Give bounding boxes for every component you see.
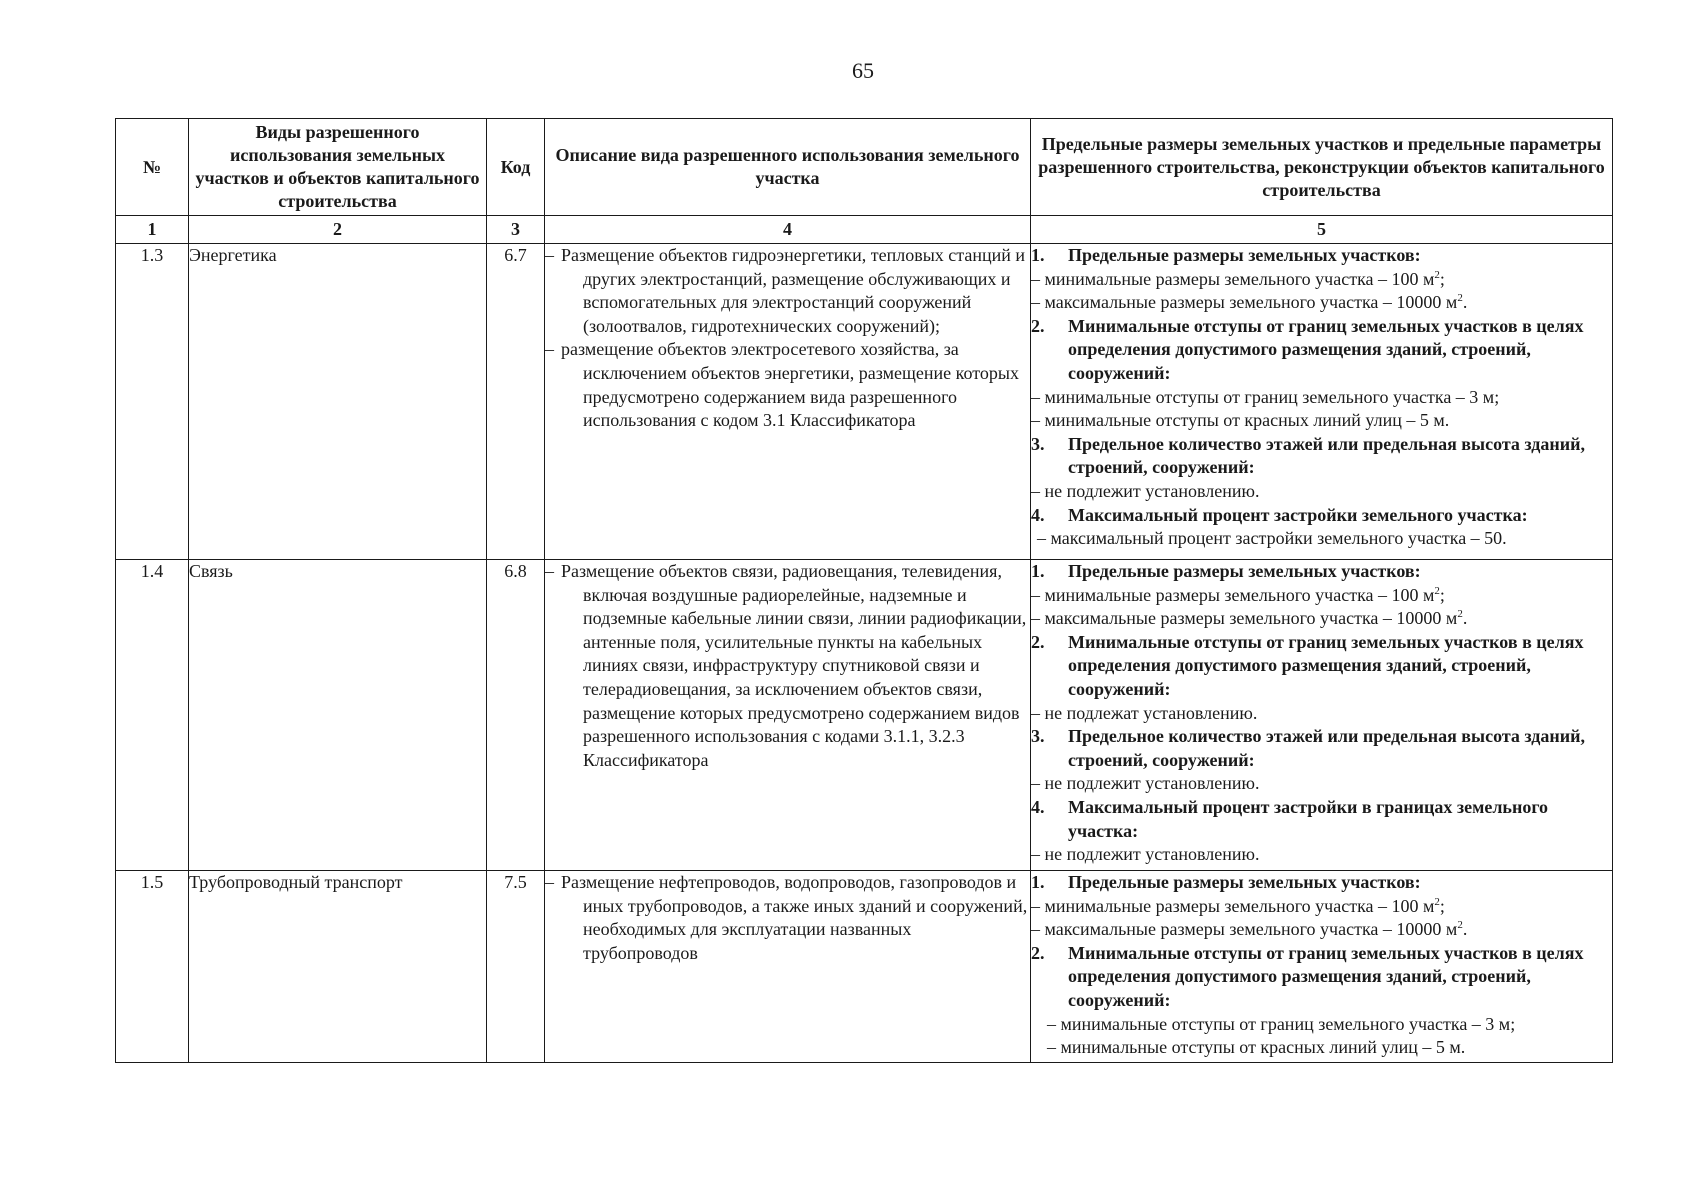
use-code: 6.7	[487, 244, 545, 560]
param-item: – минимальные отступы от границ земельного участка – 3 м;	[1031, 386, 1500, 407]
description-item	[545, 871, 1030, 965]
param-item	[1031, 291, 1612, 315]
param-item: – минимальные отступы от границ земельного участка – 3 м;	[1047, 1013, 1516, 1034]
param-item: – не подлежит установлению.	[1031, 773, 1260, 794]
section-title-text: Минимальные отступы от границ земельных участков в целях определения допустимого размещения зданий, строений, сооружений:	[1068, 942, 1584, 1010]
section-title	[1031, 725, 1612, 772]
param-text: – максимальные размеры земельного участка – 10000 м	[1031, 292, 1458, 313]
table-row	[116, 560, 1613, 871]
use-params	[1031, 871, 1613, 1063]
use-params	[1031, 560, 1613, 871]
land-use-table	[115, 118, 1613, 1063]
param-item	[1031, 895, 1612, 919]
section-title	[1031, 433, 1612, 480]
param-item: – минимальные отступы от красных линий улиц – 5 м.	[1031, 410, 1450, 431]
section-number: 2.	[1031, 631, 1045, 652]
unit-superscript: 2	[1457, 919, 1463, 932]
param-item: – не подлежит установлению.	[1031, 480, 1260, 501]
description-text: размещение объектов электросетевого хозяйства, за исключением объектов энергетики, размещение которых предусмотрено содержанием вида разрешенного использования с кодом 3.1 Классификатора	[561, 339, 1019, 431]
param-item	[1031, 918, 1612, 942]
use-type: Трубопроводный транспорт	[189, 871, 487, 1063]
unit-superscript: 2	[1434, 584, 1440, 597]
section-title	[1031, 244, 1612, 268]
unit-superscript: 2	[1434, 895, 1440, 908]
description-text: Размещение нефтепроводов, водопроводов, газопроводов и иных трубопроводов, а также иных зданий и сооружений, необходимых для эксплуатации названных трубопроводов	[561, 872, 1028, 963]
header-params: Предельные размеры земельных участков и предельные параметры разрешенного строительства, реконструкции объектов капитального строительства	[1031, 119, 1613, 216]
section-title-text: Предельные размеры земельных участков:	[1068, 872, 1421, 892]
use-description	[545, 244, 1031, 560]
section-title	[1031, 796, 1612, 843]
section-title-text: Минимальные отступы от границ земельных участков в целях определения допустимого размещения зданий, строений, сооружений:	[1068, 631, 1584, 699]
table-row	[116, 871, 1613, 1063]
use-type: Связь	[189, 560, 487, 871]
section-title	[1031, 631, 1612, 702]
section-title	[1031, 315, 1612, 386]
punct: ;	[1439, 268, 1445, 289]
dash-mark: –	[545, 245, 554, 265]
row-number: 1.4	[116, 560, 189, 871]
section-title-text: Предельное количество этажей или предельная высота зданий, строений, сооружений:	[1068, 433, 1586, 478]
param-item: – не подлежит установлению.	[1031, 844, 1260, 865]
param-item: – максимальный процент застройки земельного участка – 50.	[1037, 528, 1507, 549]
section-title	[1031, 504, 1612, 528]
description-text: Размещение объектов гидроэнергетики, тепловых станций и других электростанций, размещение обслуживающих и вспомогательных для электростанций сооружений (золоотвалов, гидротехнических сооружений);	[561, 245, 1026, 336]
punct: .	[1462, 608, 1468, 629]
row-number: 1.3	[116, 244, 189, 560]
use-code: 7.5	[487, 871, 545, 1063]
punct: .	[1462, 919, 1468, 940]
section-number: 2.	[1031, 942, 1045, 963]
use-params	[1031, 244, 1613, 560]
param-text: – максимальные размеры земельного участка – 10000 м	[1031, 608, 1458, 629]
section-title	[1031, 871, 1612, 895]
use-description	[545, 560, 1031, 871]
section-title-text: Предельные размеры земельных участков:	[1068, 245, 1421, 265]
column-number: 4	[545, 216, 1031, 244]
param-text: – максимальные размеры земельного участка – 10000 м	[1031, 919, 1458, 940]
unit-superscript: 2	[1457, 608, 1463, 621]
punct: ;	[1439, 895, 1445, 916]
description-text: Размещение объектов связи, радиовещания, телевидения, включая воздушные радиорелейные, надземные и подземные кабельные линии связи, линии радиофикации, антенные поля, усилительные пункты на кабельных линиях связи, инфраструктуру спутниковой связи и телерадиовещания, за исключением объектов связи, размещение которых предусмотрено содержанием видов разрешенного использования с кодами 3.1.1, 3.2.3 Классификатора	[561, 561, 1027, 770]
section-title-text: Предельные размеры земельных участков:	[1068, 561, 1421, 581]
section-number: 3.	[1031, 726, 1045, 747]
header-code: Код	[487, 119, 545, 216]
row-number: 1.5	[116, 871, 189, 1063]
description-item	[545, 338, 1030, 432]
use-description	[545, 871, 1031, 1063]
header-row	[116, 119, 1613, 216]
section-number: 1.	[1031, 872, 1045, 892]
section-number: 2.	[1031, 315, 1045, 336]
param-text: – минимальные размеры земельного участка – 100 м	[1031, 895, 1435, 916]
header-type: Виды разрешенного использования земельных участков и объектов капитального строительства	[189, 119, 487, 216]
dash-mark: –	[545, 872, 554, 892]
section-title-text: Предельное количество этажей или предельная высота зданий, строений, сооружений:	[1068, 726, 1586, 770]
dash-mark: –	[545, 339, 554, 360]
description-item	[545, 560, 1030, 772]
column-number: 2	[189, 216, 487, 244]
description-item	[545, 244, 1030, 338]
section-number: 4.	[1031, 504, 1045, 525]
header-num: №	[116, 119, 189, 216]
section-title	[1031, 942, 1612, 1013]
section-number: 4.	[1031, 796, 1045, 817]
punct: .	[1462, 292, 1468, 313]
page-number: 65	[852, 58, 874, 83]
unit-superscript: 2	[1434, 268, 1440, 281]
section-number: 1.	[1031, 561, 1045, 581]
use-type: Энергетика	[189, 244, 487, 560]
unit-superscript: 2	[1457, 292, 1463, 305]
column-number: 1	[116, 216, 189, 244]
param-item	[1031, 584, 1612, 608]
section-number: 3.	[1031, 433, 1045, 454]
column-number: 3	[487, 216, 545, 244]
column-number-row	[116, 216, 1613, 244]
punct: ;	[1439, 584, 1445, 605]
header-description: Описание вида разрешенного использования земельного участка	[545, 119, 1031, 216]
param-item	[1031, 268, 1612, 292]
param-text: – минимальные размеры земельного участка – 100 м	[1031, 584, 1435, 605]
section-title-text: Максимальный процент застройки земельного участка:	[1068, 504, 1528, 525]
table-row	[116, 244, 1613, 560]
param-item	[1031, 607, 1612, 631]
section-title	[1031, 560, 1612, 584]
column-number: 5	[1031, 216, 1613, 244]
section-title-text: Максимальный процент застройки в границах земельного участка:	[1068, 796, 1549, 841]
use-code: 6.8	[487, 560, 545, 871]
section-number: 1.	[1031, 245, 1045, 265]
param-text: – минимальные размеры земельного участка – 100 м	[1031, 268, 1435, 289]
param-item: – минимальные отступы от красных линий улиц – 5 м.	[1047, 1037, 1466, 1058]
section-title-text: Минимальные отступы от границ земельных участков в целях определения допустимого размещения зданий, строений, сооружений:	[1068, 315, 1584, 383]
dash-mark: –	[545, 561, 554, 581]
param-item: – не подлежат установлению.	[1031, 702, 1258, 723]
